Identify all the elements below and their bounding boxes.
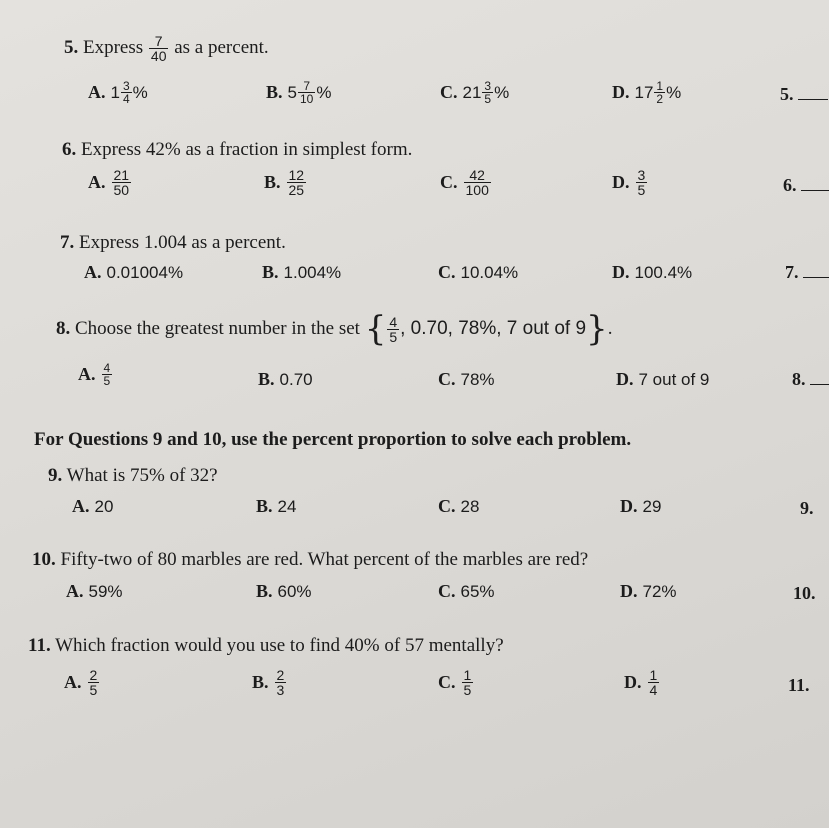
question-6	[62, 139, 412, 161]
question-number: 7.	[60, 232, 75, 253]
q8-option-c[interactable]: C. 78%	[438, 369, 495, 389]
question-8: 8. Choose the greatest number in the set { $\frac{4}{5}$ , 0.70, 78%, 7 out of 9 } .	[56, 309, 613, 349]
set-values: , 0.70, 78%, 7 out of 9	[400, 318, 587, 339]
question-9	[48, 465, 218, 487]
left-brace-icon: {	[364, 309, 387, 349]
q8-answer-blank[interactable]: 8.	[792, 369, 829, 390]
q10-option-a[interactable]: A. 59%	[66, 581, 123, 601]
question-text: Express 42% as a fraction in simplest form.	[81, 139, 413, 160]
question-11	[28, 635, 504, 657]
q8-option-a[interactable]: A. $\frac{4}{5}$	[78, 361, 111, 388]
question-number: 9.	[48, 465, 63, 486]
q8-option-b[interactable]: B. 0.70	[258, 369, 313, 389]
q5-option-d[interactable]: D. 17 $\frac{1}{2}$ %	[612, 79, 682, 106]
question-10	[32, 549, 588, 571]
question-5	[64, 34, 269, 63]
section-heading: For Questions 9 and 10, use the percent proportion to solve each problem.	[34, 429, 632, 450]
question-number: 5.	[64, 36, 79, 58]
q6-option-b[interactable]: B. $\frac{12}{25}$	[264, 167, 305, 198]
question-7	[60, 232, 286, 254]
q5-option-a[interactable]: A. 1 $\frac{3}{4}$ %	[88, 79, 148, 106]
q11-option-c[interactable]: C. $\frac{1}{5}$	[438, 667, 472, 698]
question-text-end: as a percent.	[174, 36, 269, 58]
q7-option-d[interactable]: D. 100.4%	[612, 262, 693, 282]
q10-option-b[interactable]: B. 60%	[256, 581, 312, 601]
q7-answer-blank[interactable]: 7.	[785, 262, 829, 283]
question-text: Choose the greatest number in the set	[75, 318, 360, 339]
q10-option-d[interactable]: D. 72%	[620, 581, 677, 601]
question-text: Express 1.004 as a percent.	[79, 232, 286, 253]
question-text: What is 75% of 32?	[66, 465, 218, 486]
q11-option-d[interactable]: D. $\frac{1}{4}$	[624, 667, 658, 698]
q6-option-a[interactable]: A. $\frac{21}{50}$	[88, 167, 130, 198]
q7-option-c[interactable]: C. 10.04%	[438, 262, 519, 282]
q7-option-a[interactable]: A. 0.01004%	[84, 262, 184, 282]
q9-option-a[interactable]: A. 20	[72, 496, 114, 516]
q5-answer-blank[interactable]: 5.	[780, 84, 828, 105]
question-text: Express	[83, 36, 144, 58]
question-number: 8.	[56, 318, 71, 339]
q10-option-c[interactable]: C. 65%	[438, 581, 495, 601]
q7-option-b[interactable]: B. 1.004%	[262, 262, 342, 282]
q6-answer-blank[interactable]: 6.	[783, 175, 829, 196]
question-number: 10.	[32, 549, 56, 570]
question-text: Fifty-two of 80 marbles are red. What percent of the marbles are red?	[60, 549, 589, 570]
q11-option-a[interactable]: A. $\frac{2}{5}$	[64, 667, 98, 698]
question-fraction: $\frac{7}{40}$	[150, 33, 167, 64]
right-brace-icon: }	[586, 309, 608, 349]
q9-option-b[interactable]: B. 24	[256, 496, 297, 516]
q6-option-c[interactable]: C. $\frac{42}{100}$	[440, 167, 489, 198]
q11-answer-blank[interactable]: 11.	[788, 675, 810, 695]
q9-answer-blank[interactable]: 9.	[800, 498, 814, 518]
question-number: 11.	[28, 635, 51, 656]
q6-option-d[interactable]: D. $\frac{3}{5}$	[612, 167, 646, 198]
q5-option-b[interactable]: B. 5 $\frac{7}{10}$ %	[266, 79, 332, 106]
q9-option-d[interactable]: D. 29	[620, 496, 662, 516]
q8-option-d[interactable]: D. 7 out of 9	[616, 369, 710, 389]
q11-option-b[interactable]: B. $\frac{2}{3}$	[252, 667, 285, 698]
q10-answer-blank[interactable]: 10.	[793, 583, 816, 603]
question-text: Which fraction would you use to find 40% of 57 mentally?	[55, 635, 504, 656]
q9-option-c[interactable]: C. 28	[438, 496, 480, 516]
q5-option-c[interactable]: C. 21 $\frac{3}{5}$ %	[440, 79, 510, 106]
question-number: 6.	[62, 139, 77, 160]
